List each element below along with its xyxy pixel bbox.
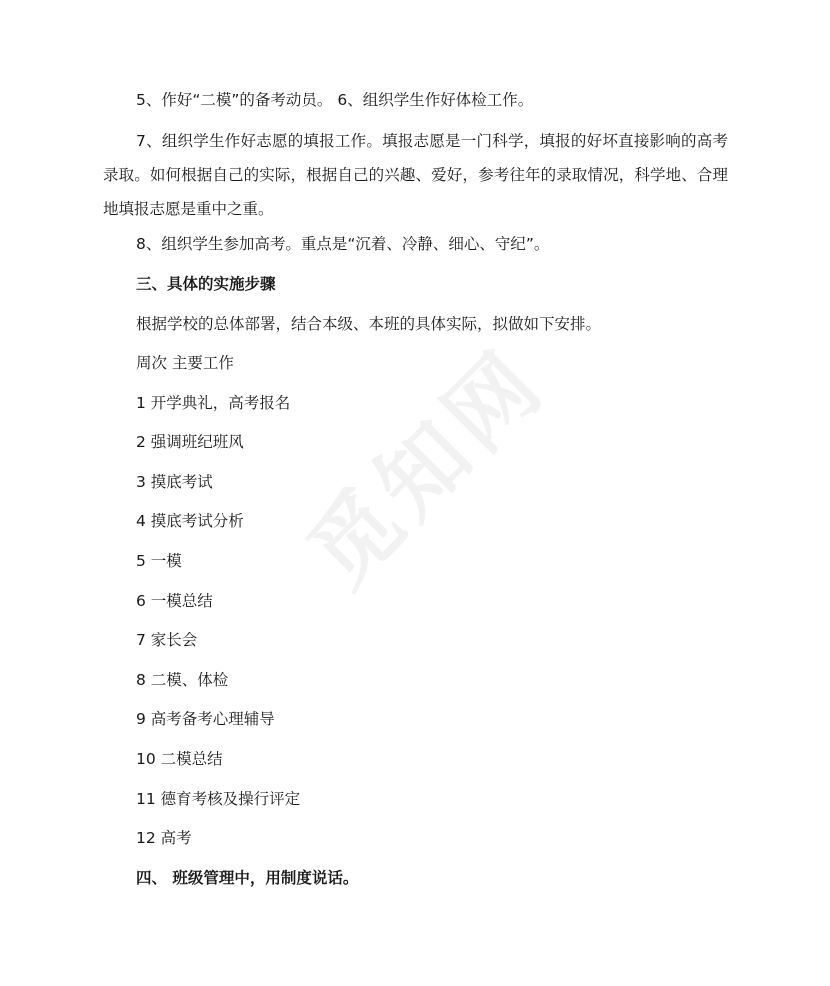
schedule-row: 4 摸底考试分析 xyxy=(136,512,244,530)
schedule-row: 5 一模 xyxy=(136,552,182,570)
schedule-row: 10 二模总结 xyxy=(136,750,223,768)
schedule-row: 9 高考备考心理辅导 xyxy=(136,710,275,728)
watermark: 觅知网 xyxy=(288,329,565,606)
item-5-6: 5、作好“二模”的备考动员。 6、组织学生作好体检工作。 xyxy=(136,91,534,109)
item-8: 8、组织学生参加高考。重点是“沉着、冷静、细心、守纪”。 xyxy=(136,235,550,253)
intro-text: 根据学校的总体部署，结合本级、本班的具体实际，拟做如下安排。 xyxy=(136,315,602,333)
schedule-row: 1 开学典礼，高考报名 xyxy=(136,394,291,412)
item-7-text: 7、组织学生作好志愿的填报工作。填报志愿是一门科学，填报的好坏直接影响的高考录取。如何根据自己的实际，根据自己的兴趣、爱好，参考往年的录取情况，科学地、合理地填报志愿是重中之重。 xyxy=(103,132,728,218)
schedule-row: 2 强调班纪班风 xyxy=(136,433,244,451)
section-4-heading: 四、 班级管理中，用制度说话。 xyxy=(136,869,359,887)
schedule-row: 3 摸底考试 xyxy=(136,473,213,491)
schedule-row: 12 高考 xyxy=(136,829,192,847)
section-3-heading: 三、具体的实施步骤 xyxy=(136,275,276,293)
schedule-row: 6 一模总结 xyxy=(136,592,213,610)
schedule-row: 11 德育考核及操行评定 xyxy=(136,790,301,808)
schedule-row: 8 二模、体检 xyxy=(136,671,229,689)
schedule-row: 7 家长会 xyxy=(136,631,198,649)
item-7-paragraph xyxy=(103,124,728,226)
schedule-header: 周次 主要工作 xyxy=(136,354,234,372)
